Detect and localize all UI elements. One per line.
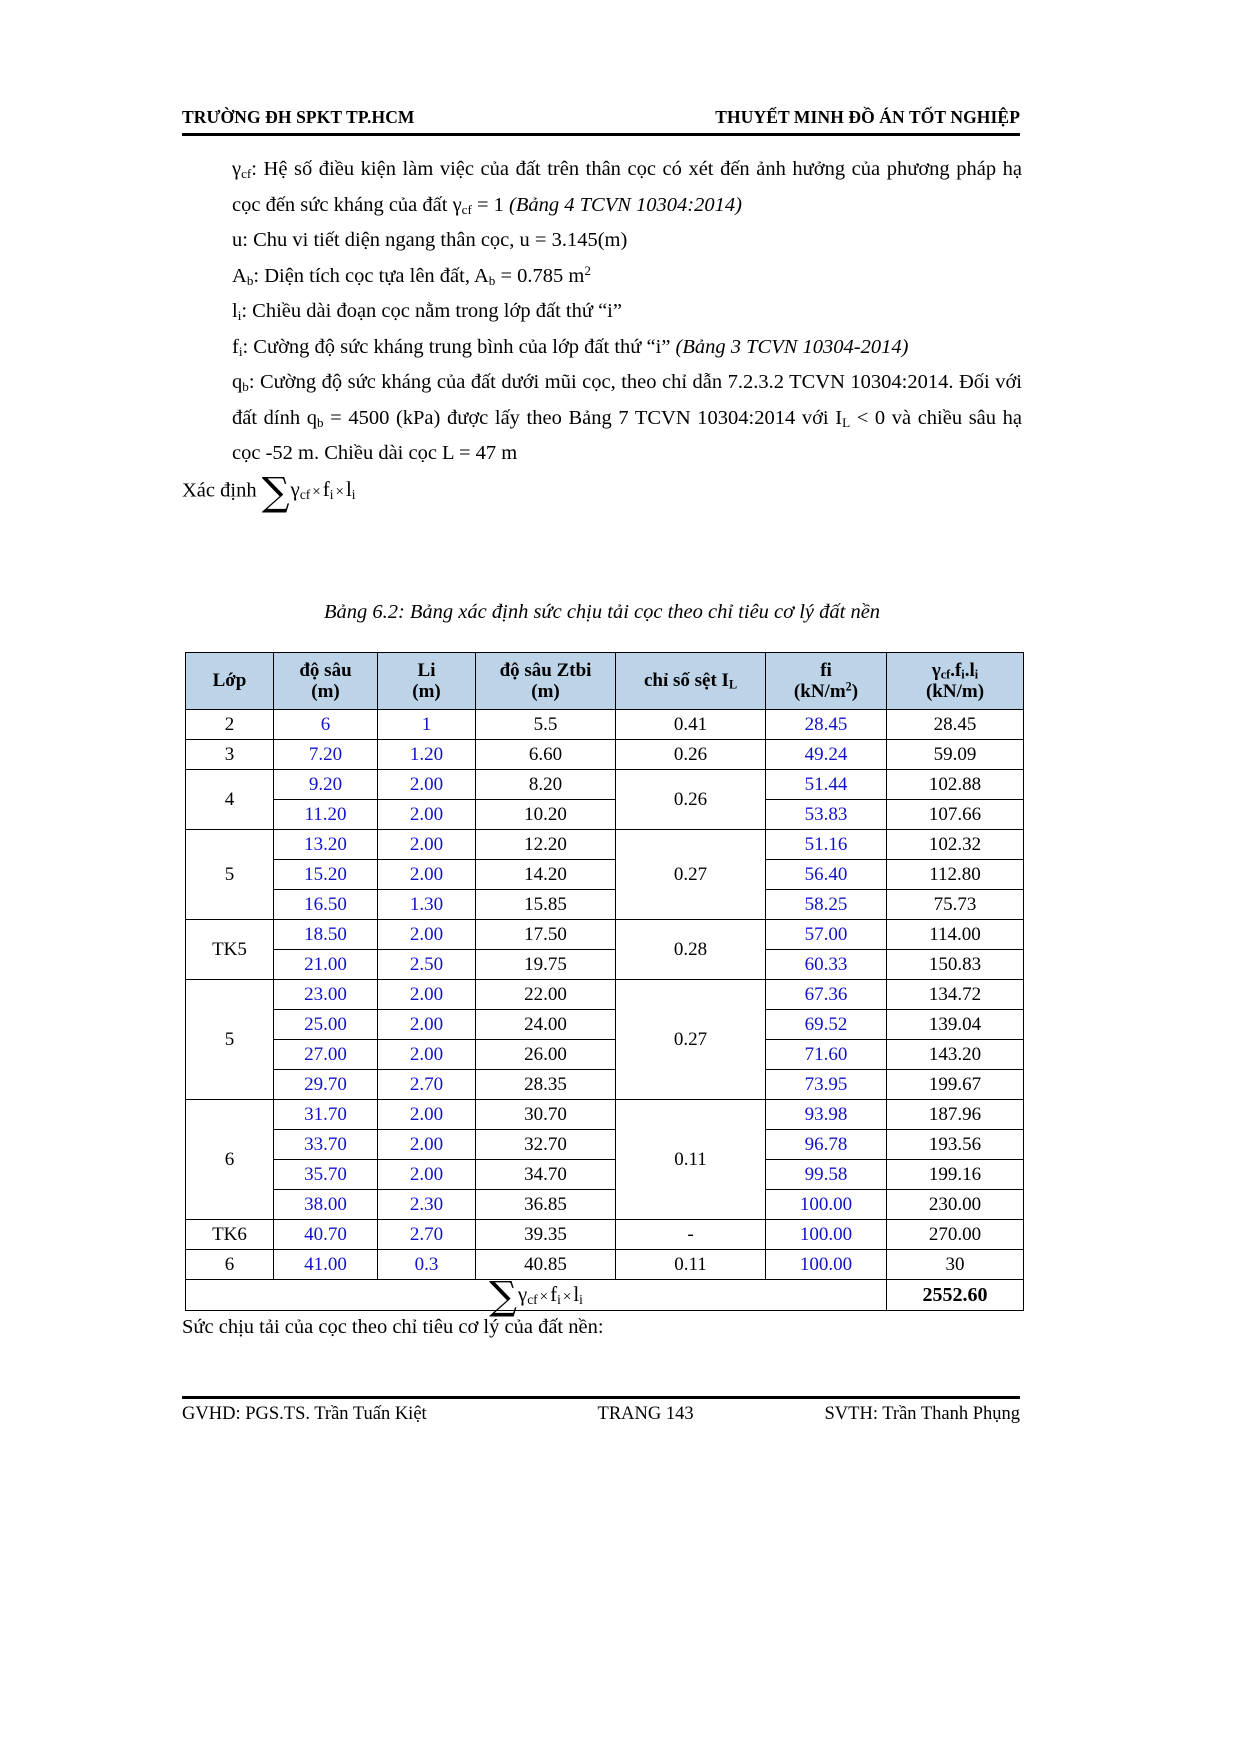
- total-l-sub: i: [579, 1292, 583, 1308]
- col-header-dosau-line1: độ sâu: [299, 659, 352, 681]
- table-container: [185, 652, 1023, 1320]
- running-header: [182, 107, 1020, 128]
- cell-li: 1.30: [378, 890, 476, 920]
- col-header-ztbi: [476, 653, 616, 710]
- col-header-gfl-f: .f: [950, 659, 962, 681]
- il-subscript: L: [842, 414, 851, 430]
- table-body: [186, 710, 1024, 1280]
- fi-symbol: f: [232, 335, 239, 358]
- table-row: [186, 890, 1024, 920]
- cell-li: 1.20: [378, 740, 476, 770]
- cell-fi: 51.44: [766, 770, 887, 800]
- cell-gamma-fi-li: 150.83: [887, 950, 1024, 980]
- col-header-ztbi-line2: (m): [531, 681, 560, 702]
- col-header-dosau-line2: (m): [311, 681, 340, 702]
- cell-lop: 6: [186, 1250, 274, 1280]
- col-header-gfl-f-sub: i: [961, 667, 965, 682]
- sum-f: f: [322, 476, 330, 501]
- col-header-ztbi-line1: độ sâu Ztbi: [499, 659, 592, 681]
- sum-gamma-sub: cf: [299, 486, 311, 502]
- cell-ztbi: 17.50: [476, 920, 616, 950]
- col-header-gfl: [887, 653, 1024, 710]
- paragraph-fi: [182, 330, 1022, 366]
- times-icon-1: ×: [312, 483, 321, 500]
- cell-lop: TK6: [186, 1220, 274, 1250]
- col-header-fi-exp: 2: [845, 679, 852, 694]
- cell-il: 0.27: [616, 980, 766, 1100]
- total-l: l: [573, 1282, 580, 1307]
- col-header-fi-line2-end: ): [851, 681, 859, 702]
- gamma-value: = 1: [471, 193, 510, 216]
- table-row: [186, 980, 1024, 1010]
- cell-fi: 100.00: [766, 1250, 887, 1280]
- sum-terms: [291, 472, 356, 511]
- cell-li: 2.00: [378, 770, 476, 800]
- cell-ztbi: 6.60: [476, 740, 616, 770]
- qb-symbol: q: [232, 371, 243, 393]
- col-header-il: [616, 653, 766, 710]
- table-row: [186, 1190, 1024, 1220]
- sum-formula-inline: [261, 470, 356, 516]
- col-header-il-sub: L: [728, 678, 738, 693]
- table-row: [186, 1160, 1024, 1190]
- total-times-icon-2: ×: [562, 1289, 572, 1306]
- cell-gamma-fi-li: 30: [887, 1250, 1024, 1280]
- table-row: [186, 1040, 1024, 1070]
- table-row: [186, 800, 1024, 830]
- cell-lop: 6: [186, 1100, 274, 1220]
- cell-li: 2.70: [378, 1220, 476, 1250]
- cell-gamma-fi-li: 114.00: [887, 920, 1024, 950]
- cell-fi: 51.16: [766, 830, 887, 860]
- cell-fi: 100.00: [766, 1220, 887, 1250]
- col-header-gfl-l-sub: i: [974, 667, 979, 682]
- cell-li: 2.00: [378, 1100, 476, 1130]
- qb-desc: : Cường độ sức kháng của đất dưới mũi cọc, theo chỉ dẫn 7.2.3.2 TCVN 10304:2014. Đối với đất dính q: [232, 371, 1022, 429]
- cell-dosau: 40.70: [274, 1220, 378, 1250]
- table-row: [186, 710, 1024, 740]
- cell-gamma-fi-li: 187.96: [887, 1100, 1024, 1130]
- fi-desc: : Cường độ sức kháng trung bình của lớp đất thứ “i”: [242, 335, 676, 358]
- cell-li: 2.00: [378, 1130, 476, 1160]
- col-header-lop: [186, 653, 274, 710]
- col-header-il-line1: chỉ số sệt I: [643, 670, 729, 692]
- header-left-text: TRƯỜNG ĐH SPKT TP.HCM: [182, 107, 415, 127]
- cell-gamma-fi-li: 139.04: [887, 1010, 1024, 1040]
- cell-li: 2.00: [378, 860, 476, 890]
- gamma-desc: : Hệ số điều kiện làm việc của đất trên thân cọc có xét đến ảnh hưởng của phương pháp hạ cọc đến sức kháng của đất γ: [232, 158, 1022, 216]
- ab-value: = 0.785 m: [495, 264, 585, 287]
- cell-li: 2.00: [378, 980, 476, 1010]
- cell-ztbi: 26.00: [476, 1040, 616, 1070]
- table-row: [186, 1250, 1024, 1280]
- qb-tail: < 0 và chiều sâu hạ cọc -52 m. Chiều dài cọc L = 47 m: [232, 406, 1023, 464]
- post-table-text: Sức chịu tải của cọc theo chỉ tiêu cơ lý của đất nền:: [182, 1316, 604, 1338]
- cell-dosau: 23.00: [274, 980, 378, 1010]
- table-row: [186, 860, 1024, 890]
- cell-gamma-fi-li: 134.72: [887, 980, 1024, 1010]
- ab-symbol: A: [232, 264, 247, 287]
- cell-lop: 2: [186, 710, 274, 740]
- cell-fi: 99.58: [766, 1160, 887, 1190]
- qb-subscript-2: b: [316, 414, 324, 430]
- table-row: [186, 1100, 1024, 1130]
- cell-dosau: 38.00: [274, 1190, 378, 1220]
- cell-ztbi: 14.20: [476, 860, 616, 890]
- col-header-fi-line2: (kN/m: [793, 681, 846, 702]
- gamma-reference: (Bảng 4 TCVN 10304:2014): [509, 193, 742, 216]
- gamma-symbol: γ: [232, 158, 242, 180]
- cell-dosau: 25.00: [274, 1010, 378, 1040]
- cell-gamma-fi-li: 107.66: [887, 800, 1024, 830]
- body-text: [182, 152, 1023, 516]
- cell-ztbi: 36.85: [476, 1190, 616, 1220]
- cell-dosau: 13.20: [274, 830, 378, 860]
- cell-ztbi: 34.70: [476, 1160, 616, 1190]
- cell-fi: 53.83: [766, 800, 887, 830]
- cell-dosau: 31.70: [274, 1100, 378, 1130]
- li-subscript: i: [237, 307, 242, 323]
- table-row: [186, 920, 1024, 950]
- cell-ztbi: 8.20: [476, 770, 616, 800]
- table-row: [186, 1130, 1024, 1160]
- cell-dosau: 7.20: [274, 740, 378, 770]
- total-sum-formula: [489, 1274, 583, 1320]
- table-foot: [186, 1274, 1024, 1320]
- total-label-cell: [186, 1274, 887, 1320]
- gamma-subscript-2: cf: [461, 201, 472, 217]
- cell-il: 0.26: [616, 770, 766, 830]
- cell-gamma-fi-li: 270.00: [887, 1220, 1024, 1250]
- cell-gamma-fi-li: 143.20: [887, 1040, 1024, 1070]
- sum-gamma: γ: [290, 476, 300, 501]
- cell-gamma-fi-li: 112.80: [887, 860, 1024, 890]
- cell-il: 0.28: [616, 920, 766, 980]
- total-gamma-sub: cf: [527, 1292, 538, 1308]
- running-footer: [182, 1404, 1020, 1425]
- total-value-cell: 2552.60: [887, 1280, 1024, 1311]
- cell-fi: 93.98: [766, 1100, 887, 1130]
- table-row: [186, 1220, 1024, 1250]
- col-header-gfl-gamma-sub: cf: [940, 667, 951, 682]
- paragraph-xacdinh: [182, 470, 1022, 516]
- col-header-gfl-gamma: γ: [931, 659, 941, 681]
- cell-dosau: 9.20: [274, 770, 378, 800]
- col-header-fi-line1: fi: [820, 659, 832, 681]
- cell-li: 2.30: [378, 1190, 476, 1220]
- cell-dosau: 18.50: [274, 920, 378, 950]
- table-row: [186, 770, 1024, 800]
- footer-divider: [182, 1396, 1020, 1399]
- u-desc: u: Chu vi tiết diện ngang thân cọc, u = 3.145(m): [232, 229, 628, 251]
- cell-li: 2.70: [378, 1070, 476, 1100]
- cell-fi: 57.00: [766, 920, 887, 950]
- cell-fi: 100.00: [766, 1190, 887, 1220]
- total-times-icon-1: ×: [539, 1289, 549, 1306]
- qb-subscript: b: [242, 378, 249, 394]
- col-header-li: [378, 653, 476, 710]
- li-desc: : Chiều dài đoạn cọc nằm trong lớp đất thứ “i”: [241, 300, 622, 322]
- col-header-fi: [766, 653, 887, 710]
- fi-subscript: i: [238, 343, 243, 359]
- cell-gamma-fi-li: 102.32: [887, 830, 1024, 860]
- sigma-icon: ∑: [261, 470, 290, 516]
- cell-il: 0.41: [616, 710, 766, 740]
- fi-reference: (Bảng 3 TCVN 10304-2014): [675, 335, 909, 358]
- gamma-subscript: cf: [241, 165, 252, 181]
- footer-page-number: TRANG 143: [597, 1404, 694, 1424]
- cell-ztbi: 30.70: [476, 1100, 616, 1130]
- cell-dosau: 41.00: [274, 1250, 378, 1280]
- cell-lop: 5: [186, 830, 274, 920]
- cell-gamma-fi-li: 199.67: [887, 1070, 1024, 1100]
- cell-ztbi: 32.70: [476, 1130, 616, 1160]
- li-symbol: l: [232, 300, 238, 322]
- cell-dosau: 16.50: [274, 890, 378, 920]
- cell-gamma-fi-li: 28.45: [887, 710, 1024, 740]
- total-sigma-icon: ∑: [489, 1274, 517, 1320]
- cell-li: 2.00: [378, 1160, 476, 1190]
- cell-ztbi: 28.35: [476, 1070, 616, 1100]
- table-head: [186, 653, 1024, 710]
- xacdinh-label: Xác định: [182, 478, 257, 501]
- table-caption: Bảng 6.2: Bảng xác định sức chịu tải cọc theo chỉ tiêu cơ lý đất nền: [323, 601, 881, 623]
- cell-fi: 28.45: [766, 710, 887, 740]
- table-row: [186, 1010, 1024, 1040]
- cell-gamma-fi-li: 102.88: [887, 770, 1024, 800]
- cell-lop: 4: [186, 770, 274, 830]
- cell-fi: 73.95: [766, 1070, 887, 1100]
- cell-il: 0.26: [616, 740, 766, 770]
- times-icon-2: ×: [335, 483, 344, 500]
- cell-fi: 96.78: [766, 1130, 887, 1160]
- table-total-row: [186, 1280, 1024, 1311]
- header-divider: [182, 133, 1020, 136]
- cell-dosau: 27.00: [274, 1040, 378, 1070]
- cell-li: 2.00: [378, 920, 476, 950]
- table-row: [186, 950, 1024, 980]
- cell-gamma-fi-li: 59.09: [887, 740, 1024, 770]
- cell-li: 0.3: [378, 1250, 476, 1280]
- cell-li: 2.00: [378, 800, 476, 830]
- cell-dosau: 21.00: [274, 950, 378, 980]
- paragraph-qb: [182, 365, 1022, 472]
- cell-dosau: 6: [274, 710, 378, 740]
- cell-il: 0.27: [616, 830, 766, 920]
- cell-fi: 60.33: [766, 950, 887, 980]
- cell-fi: 67.36: [766, 980, 887, 1010]
- footer-svth: SVTH: Trần Thanh Phụng: [824, 1404, 1020, 1424]
- ab-subscript: b: [246, 272, 254, 288]
- sum-l: l: [345, 476, 352, 501]
- header-right-text: THUYẾT MINH ĐỒ ÁN TỐT NGHIỆP: [715, 107, 1020, 127]
- cell-gamma-fi-li: 193.56: [887, 1130, 1024, 1160]
- total-sum-terms: [518, 1282, 583, 1307]
- paragraph-gamma-cf: [182, 152, 1022, 223]
- col-header-li-line2: (m): [412, 681, 441, 702]
- table-row: [186, 830, 1024, 860]
- cell-li: 1: [378, 710, 476, 740]
- paragraph-li: [182, 294, 1022, 330]
- cell-gamma-fi-li: 75.73: [887, 890, 1024, 920]
- cell-lop: 3: [186, 740, 274, 770]
- cell-fi: 58.25: [766, 890, 887, 920]
- cell-il: 0.11: [616, 1250, 766, 1280]
- total-f: f: [550, 1282, 558, 1307]
- cell-il: -: [616, 1220, 766, 1250]
- cell-il: 0.11: [616, 1100, 766, 1220]
- cell-li: 2.50: [378, 950, 476, 980]
- cell-li: 2.00: [378, 1010, 476, 1040]
- qb-value: = 4500 (kPa) được lấy theo Bảng 7 TCVN 10304:2014 với I: [323, 406, 843, 429]
- ab-unit-exponent: 2: [584, 262, 591, 278]
- cell-li: 2.00: [378, 830, 476, 860]
- col-header-gfl-l: .l: [964, 659, 975, 681]
- cell-ztbi: 39.35: [476, 1220, 616, 1250]
- cell-lop: 5: [186, 980, 274, 1100]
- cell-li: 2.00: [378, 1040, 476, 1070]
- cell-gamma-fi-li: 230.00: [887, 1190, 1024, 1220]
- cell-dosau: 15.20: [274, 860, 378, 890]
- col-header-lop-line1: Lớp: [212, 670, 247, 692]
- cell-dosau: 11.20: [274, 800, 378, 830]
- cell-dosau: 33.70: [274, 1130, 378, 1160]
- total-gamma: γ: [517, 1282, 528, 1307]
- cell-ztbi: 12.20: [476, 830, 616, 860]
- col-header-dosau: [274, 653, 378, 710]
- pile-capacity-table: [185, 652, 1024, 1320]
- cell-ztbi: 40.85: [476, 1250, 616, 1280]
- cell-ztbi: 24.00: [476, 1010, 616, 1040]
- total-f-sub: i: [557, 1292, 561, 1308]
- col-header-li-line1: Li: [417, 659, 436, 681]
- cell-fi: 56.40: [766, 860, 887, 890]
- cell-ztbi: 5.5: [476, 710, 616, 740]
- sum-l-sub: i: [351, 486, 356, 502]
- footer-gvhd: GVHD: PGS.TS. Trần Tuấn Kiệt: [182, 1404, 427, 1424]
- cell-lop: TK5: [186, 920, 274, 980]
- cell-fi: 49.24: [766, 740, 887, 770]
- cell-ztbi: 15.85: [476, 890, 616, 920]
- paragraph-ab: [182, 259, 1022, 295]
- cell-fi: 69.52: [766, 1010, 887, 1040]
- sum-f-sub: i: [329, 486, 334, 502]
- table-row: [186, 1070, 1024, 1100]
- col-header-gfl-line2: (kN/m): [925, 681, 985, 702]
- table-header-row: [186, 653, 1024, 710]
- cell-dosau: 29.70: [274, 1070, 378, 1100]
- table-row: [186, 740, 1024, 770]
- cell-fi: 71.60: [766, 1040, 887, 1070]
- paragraph-u: [182, 223, 1022, 259]
- cell-ztbi: 10.20: [476, 800, 616, 830]
- cell-ztbi: 22.00: [476, 980, 616, 1010]
- cell-ztbi: 19.75: [476, 950, 616, 980]
- cell-dosau: 35.70: [274, 1160, 378, 1190]
- ab-desc: : Diện tích cọc tựa lên đất, A: [253, 264, 489, 287]
- cell-gamma-fi-li: 199.16: [887, 1160, 1024, 1190]
- ab-subscript-2: b: [488, 272, 496, 288]
